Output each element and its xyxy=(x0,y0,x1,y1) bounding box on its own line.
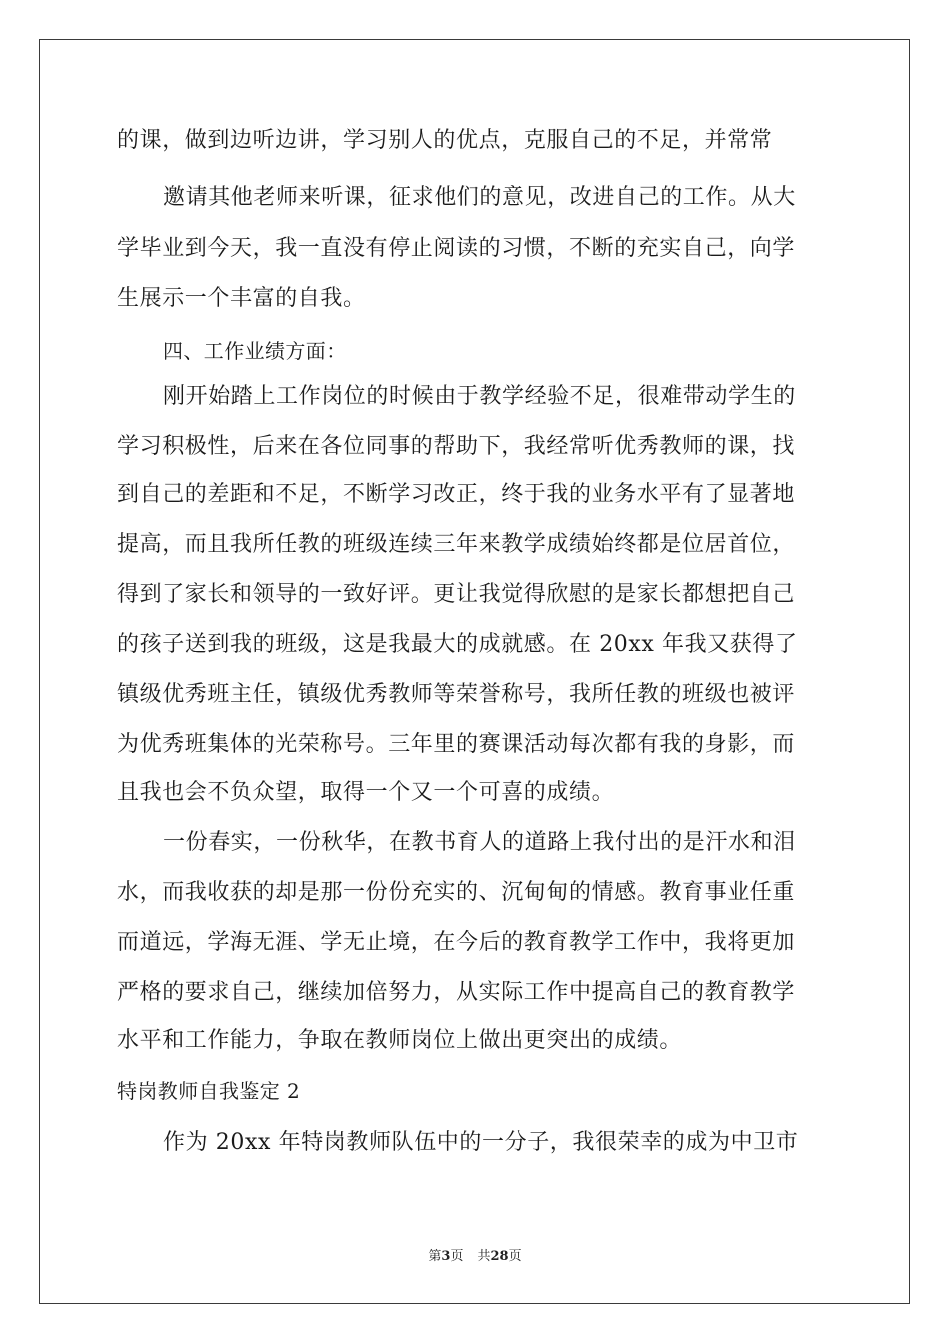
page-current: 3 xyxy=(441,1249,451,1264)
page-footer xyxy=(0,1249,950,1265)
text-line: 水平和工作能力，争取在教师岗位上做出更突出的成绩。 xyxy=(117,1028,683,1053)
text-line: 且我也会不负众望，取得一个又一个可喜的成绩。 xyxy=(117,780,615,805)
section-title: 特岗教师自我鉴定 2 xyxy=(117,1079,301,1103)
text-line: 而道远，学海无涯、学无止境，在今后的教育教学工作中，我将更加 xyxy=(117,930,796,955)
text-line: 水，而我收获的却是那一份份充实的、沉甸甸的情感。教育事业任重 xyxy=(117,880,796,905)
text-line: 生展示一个丰富的自我。 xyxy=(117,286,366,311)
text-line: 作为 20xx 年特岗教师队伍中的一分子，我很荣幸的成为中卫市 xyxy=(163,1130,799,1155)
text-line: 提高，而且我所任教的班级连续三年来教学成绩始终都是位居首位， xyxy=(117,532,796,557)
total-prefix: 共 xyxy=(477,1249,491,1264)
section-heading: 四、工作业绩方面： xyxy=(163,339,347,363)
text-line: 一份春实，一份秋华，在教书育人的道路上我付出的是汗水和泪 xyxy=(163,830,796,855)
text-line: 的孩子送到我的班级，这是我最大的成就感。在 20xx 年我又获得了 xyxy=(117,632,798,657)
text-line: 到自己的差距和不足，不断学习改正，终于我的业务水平有了显著地 xyxy=(117,482,796,507)
text-line: 学毕业到今天，我一直没有停止阅读的习惯，不断的充实自己，向学 xyxy=(117,236,796,261)
page-prefix: 第 xyxy=(428,1249,442,1264)
text-line: 的课，做到边听边讲，学习别人的优点，克服自己的不足，并常常 xyxy=(117,128,773,153)
page-suffix: 页 xyxy=(450,1249,464,1264)
text-line: 邀请其他老师来听课，征求他们的意见，改进自己的工作。从大 xyxy=(163,185,796,210)
total-suffix: 页 xyxy=(508,1249,522,1264)
text-line: 镇级优秀班主任，镇级优秀教师等荣誉称号，我所任教的班级也被评 xyxy=(117,682,796,707)
text-line: 严格的要求自己，继续加倍努力，从实际工作中提高自己的教育教学 xyxy=(117,980,796,1005)
page-border xyxy=(39,39,910,1304)
text-line: 学习积极性，后来在各位同事的帮助下，我经常听优秀教师的课，找 xyxy=(117,434,796,459)
text-line: 为优秀班集体的光荣称号。三年里的赛课活动每次都有我的身影，而 xyxy=(117,732,796,757)
text-line: 得到了家长和领导的一致好评。更让我觉得欣慰的是家长都想把自己 xyxy=(117,582,796,607)
text-line: 刚开始踏上工作岗位的时候由于教学经验不足，很难带动学生的 xyxy=(163,384,796,409)
page-total: 28 xyxy=(490,1249,509,1264)
